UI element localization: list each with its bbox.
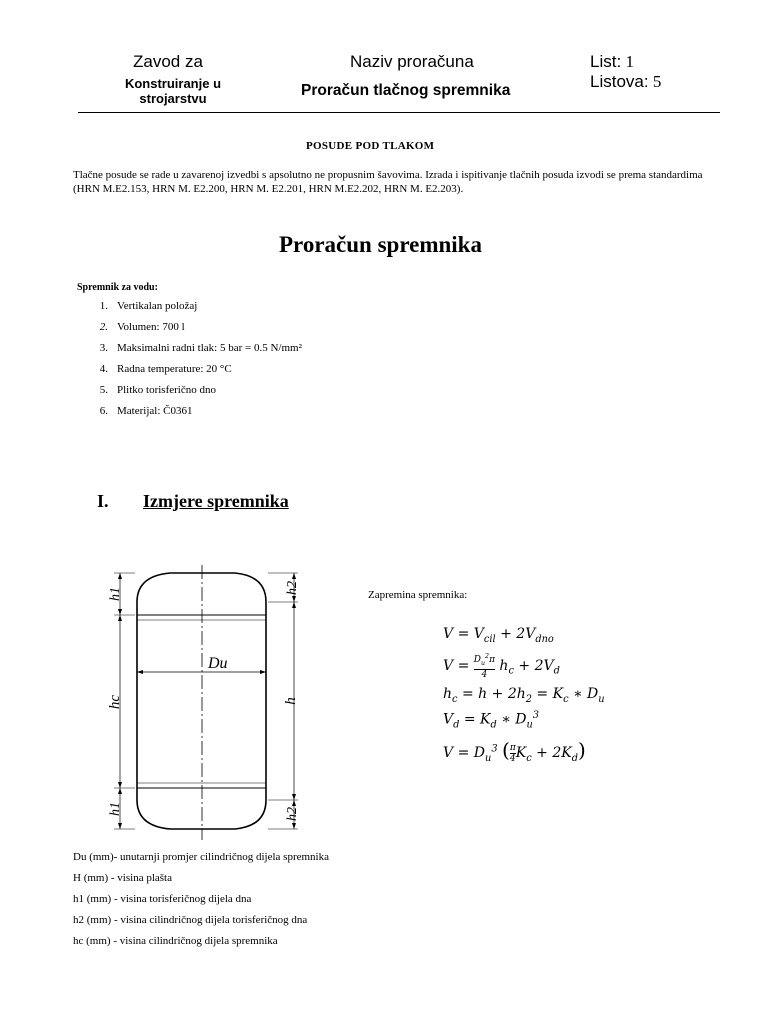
header-dept-title: Zavod za bbox=[133, 52, 203, 71]
page-title: Proračun spremnika bbox=[279, 232, 482, 257]
header-dept-subtitle: Konstruiranje u strojarstvu bbox=[124, 76, 222, 106]
intro-paragraph: Tlačne posude se rade u zavarenoj izvedbi s apsolutno ne propusnim šavovima. Izrada i ispitivanje tlačnih posuda izvodi se prema standardima (HRN M.E2.153, HRN M. E2.200, HRN M. E2.201, HRN M.E2.202, HRN M. E2.203). bbox=[73, 169, 703, 195]
header-calc-subtitle: Proračun tlačnog spremnika bbox=[301, 82, 511, 99]
volume-formulas bbox=[443, 626, 723, 776]
header-sheet-label: List: bbox=[590, 52, 622, 71]
list-item: 2. Volumen: 700 l bbox=[99, 321, 185, 333]
list-item: 3. Maksimalni radni tlak: 5 bar = 0.5 N/mm² bbox=[99, 342, 302, 354]
list-item: 5. Plitko torisferično dno bbox=[99, 384, 216, 396]
tank-drawing bbox=[90, 562, 312, 844]
section-heading: POSUDE POD TLAKOM bbox=[306, 140, 435, 152]
label-h: h bbox=[283, 697, 299, 705]
spec-label: Spremnik za vodu: bbox=[77, 282, 158, 293]
list-item: H (mm) - visina plašta bbox=[73, 872, 172, 884]
spec-list bbox=[92, 300, 412, 430]
label-hc: hc bbox=[107, 694, 123, 710]
formula-5: $V = D_u^3$ ( $\frac{\pi}{4}$ $K_c + 2K_d$) bbox=[443, 738, 586, 764]
symbol-legend bbox=[73, 851, 473, 961]
volume-caption: Zapremina spremnika: bbox=[368, 589, 468, 601]
list-item: Du (mm)- unutarnji promjer cilindričnog dijela spremnika bbox=[73, 851, 329, 863]
formula-4: $V_d = K_d$ ∗ $D_u^3$ bbox=[443, 710, 539, 731]
label-h1-bottom: h1 bbox=[108, 802, 123, 816]
section-title: Izmjere spremnika bbox=[143, 491, 289, 511]
label-h2-bottom: h2 bbox=[285, 807, 300, 821]
list-item: 6. Materijal: Č0361 bbox=[99, 405, 193, 417]
top-head-outline bbox=[137, 573, 266, 615]
formula-3: $h_c = h + 2h_2 = K_c$ ∗ $D_u$ bbox=[443, 686, 605, 705]
list-item: 1. Vertikalan položaj bbox=[99, 300, 198, 312]
bottom-head-outline bbox=[137, 788, 266, 829]
label-h2-top: h2 bbox=[285, 581, 300, 595]
list-item: hc (mm) - visina cilindričnog dijela spremnika bbox=[73, 935, 278, 947]
section-number: I. bbox=[97, 491, 109, 511]
header-sheet bbox=[590, 52, 634, 72]
list-item: 4. Radna temperature: 20 °C bbox=[99, 363, 232, 375]
header-sheet-value: 1 bbox=[625, 52, 634, 71]
list-item: h2 (mm) - visina cilindričnog dijela torisferičnog dna bbox=[73, 914, 308, 926]
formula-1: $V = V_{cil} + 2V_{dno}$ bbox=[443, 626, 554, 645]
header-calc-title: Naziv proračuna bbox=[350, 52, 474, 71]
header-sheets bbox=[590, 72, 661, 92]
list-item: h1 (mm) - visina torisferičnog dijela dna bbox=[73, 893, 252, 905]
formula-2: V = $\frac{D_u^2\pi}{4}$ $h_c + 2V_d$ bbox=[443, 653, 560, 680]
label-du: Du bbox=[208, 655, 228, 672]
label-h1-top: h1 bbox=[108, 587, 123, 601]
header-sheets-label: Listova: bbox=[590, 72, 649, 91]
header-rule bbox=[78, 112, 720, 113]
header-sheets-value: 5 bbox=[652, 72, 662, 91]
